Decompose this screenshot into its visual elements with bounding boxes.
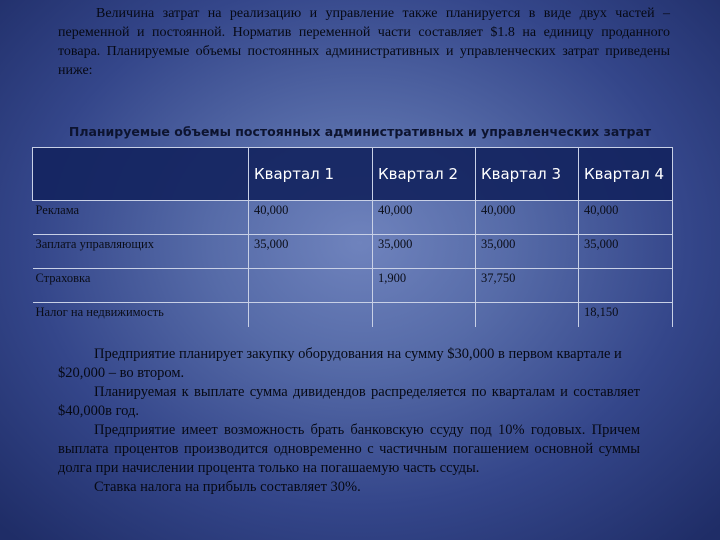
cell-q1: [249, 269, 373, 303]
table-row-salaries: [33, 235, 673, 269]
cell-q1: 35,000: [249, 235, 373, 269]
cell-q4: 18,150: [579, 303, 673, 328]
row-label: Налог на недвижимость: [33, 303, 249, 328]
table-header-row: [33, 148, 673, 201]
cell-q4: [579, 269, 673, 303]
row-label: Страховка: [33, 269, 249, 303]
cell-q2: [373, 303, 476, 328]
row-label: Заплата управляющих: [33, 235, 249, 269]
loan-paragraph: Предприятие имеет возможность брать банковскую ссуду под 10% годовых. Причем выплата процентов производится одновременно с частичным погашением основной суммы долга при начислении процента только на погашаемую часть ссуды.: [58, 422, 640, 476]
cell-q4: 40,000: [579, 201, 673, 235]
cell-q3: [476, 303, 579, 328]
header-quarter-4: Квартал 4: [579, 148, 673, 201]
equipment-paragraph: Предприятие планирует закупку оборудования на сумму $30,000 в первом квартале и $20,000 – во втором.: [58, 346, 622, 381]
fixed-costs-table: [32, 147, 673, 327]
cell-q4: 35,000: [579, 235, 673, 269]
cell-q1: 40,000: [249, 201, 373, 235]
tax-paragraph: Ставка налога на прибыль составляет 30%.: [94, 479, 361, 495]
table-row-advertising: [33, 201, 673, 235]
cell-q1: [249, 303, 373, 328]
cell-q3: 35,000: [476, 235, 579, 269]
row-label: Реклама: [33, 201, 249, 235]
header-quarter-2: Квартал 2: [373, 148, 476, 201]
cell-q3: 40,000: [476, 201, 579, 235]
header-empty-cell: [33, 148, 249, 201]
table-row-property-tax: [33, 303, 673, 328]
table-row-insurance: [33, 269, 673, 303]
dividends-paragraph: Планируемая к выплате сумма дивидендов распределяется по кварталам и составляет $40,000в год.: [58, 384, 640, 419]
conditions-text: [58, 345, 640, 497]
intro-paragraph: Величина затрат на реализацию и управление также планируется в виде двух частей – переменной и постоянной. Норматив переменной части составляет $1.8 на единицу проданного товара. Планируемые объемы постоянных административных и управленческих затрат приведены ниже:: [58, 6, 670, 78]
cell-q2: 35,000: [373, 235, 476, 269]
table-title: Планируемые объемы постоянных административных и управленческих затрат: [68, 124, 652, 139]
cell-q2: 1,900: [373, 269, 476, 303]
header-quarter-1: Квартал 1: [249, 148, 373, 201]
header-quarter-3: Квартал 3: [476, 148, 579, 201]
cell-q2: 40,000: [373, 201, 476, 235]
cell-q3: 37,750: [476, 269, 579, 303]
